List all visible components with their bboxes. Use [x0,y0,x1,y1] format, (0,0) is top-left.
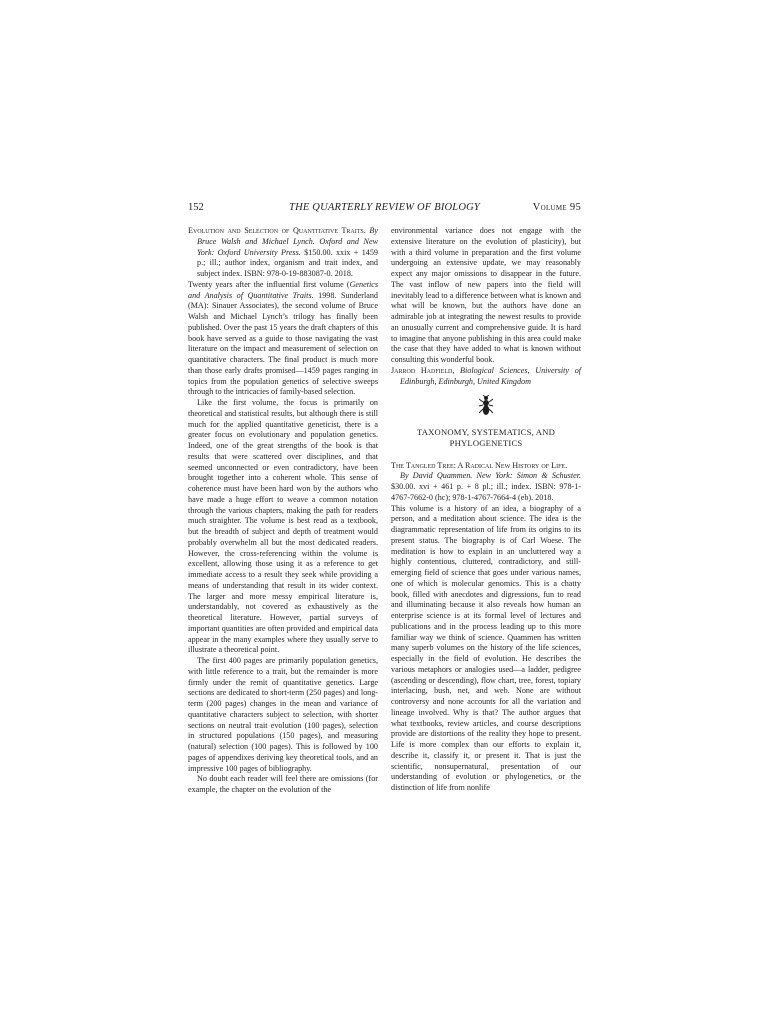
review-bibliographic-details: $150.00. xxix + 1459 p.; ill.; author index, organism and trait index, and subject index. ISBN: 978-0-19-883087-0. 2018. [197,247,378,278]
page-number: 152 [188,202,204,213]
insect-ornament-icon [391,395,581,417]
review-bibliographic-details: $30.00. xvi + 461 p. + 8 pl.; ill.; index. ISBN: 978-1-4767-7662-0 (hc); 978-1-4767-7664-4 (eb). 2018. [391,482,581,502]
review-title: The Tangled Tree: A Radical New History of Life. [391,460,568,470]
review-authors-publisher: By David Quammen. New York: Simon & Schuster. [400,471,581,481]
journal-title: THE QUARTERLY REVIEW OF BIOLOGY [289,202,480,213]
review-citation [391,461,581,472]
review-authors-publisher: By Bruce Walsh and Michael Lynch. Oxford and New York: Oxford University Press. [197,226,378,257]
reviewer-affiliation: Biological Sciences, University of Edinburgh, Edinburgh, United Kingdom [400,365,582,386]
review-paragraph: This volume is a history of an idea, a biography of a person, and a meditation about science. The idea is the diagrammatic representation of life from its origins to its present status. The biography is of Carl Woese. The meditation is how to explain in an uncluttered way a highly contentious, cluttered, contradictory, and still-emerging field of science that goes under various names, one of which is molecular genomics. This is a chatty book, filled with anecdotes and digressions, fun to read and illuminating because it also reveals how human an enterprise science is at its formal level of lectures and publications and in the process leading up to this more familiar way we think of science. Quammen has written many superb volumes on the history of the life sciences, especially in the field of evolution. He describes the various metaphors or analogies used—a ladder, pedigree (ascending or descending), flow chart, tree, forest, topiary interlacing, bush, net, and web. None are without controversy and none accounts for all the variation and lineage involved. Why is that? The author argues that what textbooks, review articles, and course descriptions provide are distortions of the reality they hope to present. Life is more complex than our efforts to explain it, describe it, classify it, or present it. That is just the scientific, nonsupernatural, presentation of our understanding of evolution or phylogenetics, or the distinction of life from nonlife [391,503,581,793]
right-column [391,226,581,794]
reviewer-name: Jarrod Hadfield, [391,365,455,375]
review-paragraph: The first 400 pages are primarily population genetics, with little reference to a trait, but the remainder is more firmly under the remit of quantitative genetics. Large sections are dedicated to short-term (250 pages) and long-term (200 pages) changes in the mean and variance of quantitative characters subject to selection, with shorter sections on neutral trait evolution (100 pages), selection in structured populations (150 pages), and measuring (natural) selection (100 pages). This is followed by 100 pages of appendixes deriving key theoretical tools, and an impressive 100 pages of bibliography. [188,656,378,773]
review-paragraph: No doubt each reader will feel there are omissions (for example, the chapter on the evolution of the [188,774,378,794]
review-paragraph: Like the first volume, the focus is primarily on theoretical and statistical results, but although there is still much for the applied quantitative geneticist, there is a greater focus on evolutionary and population genetics. Indeed, one of the great strengths of the book is that results that were scattered over disciplines, and that seemed unconnected or even contradictory, have been brought together into a coherent whole. This sense of coherence must have been hard won by the authors who have made a huge effort to weave a common notation through the various chapters, making the path for readers much straighter. The volume is best read as a textbook, but the breadth of subject and depth of treatment would probably overwhelm all but the most dedicated readers. However, the cross-referencing within the volume is excellent, allowing those using it as a reference to get immediate access to a result they seek while providing a means of understanding that result in its wider context. The larger and more messy empirical literature is, understandably, not covered as exhaustively as the theoretical literature. However, partial surveys of important quantities are often provided and empirical data appear in the many examples where they usually serve to illustrate a theoretical point. [188,398,378,655]
volume-label: Volume 95 [532,202,581,213]
review-paragraph: environmental variance does not engage with the extensive literature on the evolution of plasticity), but with a third volume in preparation and the first volume undergoing an extensive update, we may reasonably expect any major omissions to disappear in the future. The vast inflow of new papers into the field will inevitably lead to a difference between what is known and what will be known, but the authors have done an admirable job at integrating the newest results to provide an unusually current and comprehensive guide. It is hard to imagine that anyone publishing in this area could make the case that they have added to what is known without consulting this wonderful book. [391,226,581,364]
review-paragraph: Twenty years after the influential first volume (Genetics and Analysis of Quantitative Traits. 1998. Sunderland (MA): Sinauer Associates), the second volume of Bruce Walsh and Michael Lynch’s trilogy has finally been published. Over the past 15 years the draft chapters of this book have served as a guide to those navigating the vast literature on the impact and measurement of selection on quantitative characters. The final product is much more than those early drafts promised—1459 pages ranging in topics from the population genetics of selective sweeps through to the intricacies of family-based selection. [188,279,378,397]
running-head [188,201,581,215]
review-byline [391,471,581,503]
review-title: Evolution and Selection of Quantitative Traits. [188,226,366,235]
section-heading: TAXONOMY, SYSTEMATICS, AND PHYLOGENETICS [416,427,556,449]
review-citation [188,226,378,280]
reviewer-signature [391,366,581,388]
left-column [188,226,378,796]
